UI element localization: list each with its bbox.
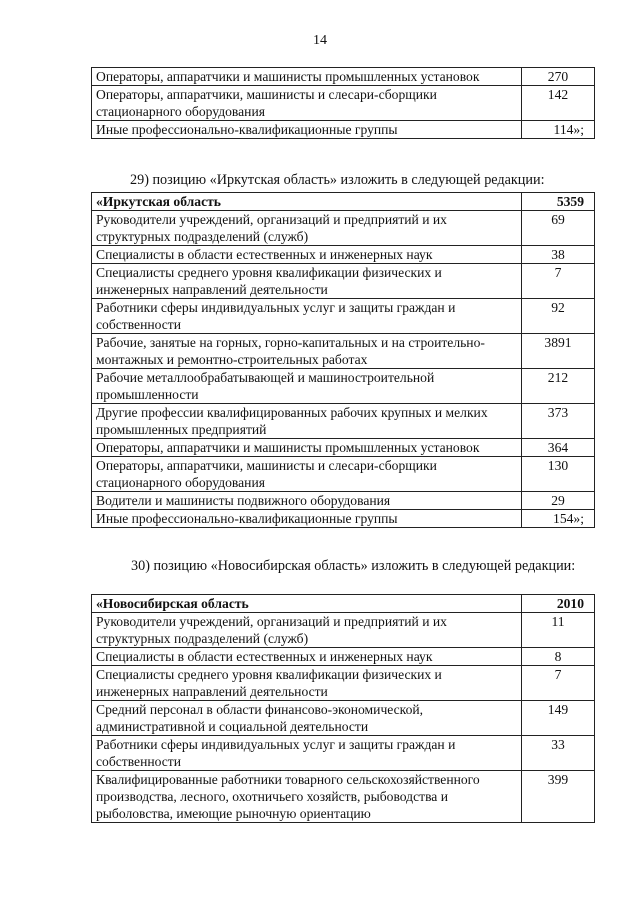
row-name: Специалисты среднего уровня квалификации физических и инженерных направлений деятельности <box>92 264 522 299</box>
row-value: 149 <box>522 701 595 736</box>
paragraph-30: 30) позицию «Новосибирская область» изложить в следующей редакции: <box>131 558 576 574</box>
row-value: 373 <box>522 404 595 439</box>
table-row <box>92 457 595 492</box>
region-name: «Иркутская область <box>92 193 522 211</box>
row-name: Водители и машинисты подвижного оборудования <box>92 492 522 510</box>
table-irkutsk-region <box>91 192 595 528</box>
table-row <box>92 121 595 139</box>
row-value: 114»; <box>522 121 595 139</box>
region-total: 2010 <box>522 595 595 613</box>
page-number: 14 <box>313 33 327 48</box>
table-novosibirsk-region <box>91 594 595 823</box>
row-value: 38 <box>522 246 595 264</box>
row-name: Средний персонал в области финансово-экономической, административной и социальной деятельности <box>92 701 522 736</box>
table-header-row <box>92 595 595 613</box>
table-row <box>92 648 595 666</box>
row-value: 270 <box>522 68 595 86</box>
table-row <box>92 264 595 299</box>
row-value: 142 <box>522 86 595 121</box>
row-value: 11 <box>522 613 595 648</box>
row-name: Операторы, аппаратчики и машинисты промышленных установок <box>92 439 522 457</box>
row-name: Другие профессии квалифицированных рабочих крупных и мелких промышленных предприятий <box>92 404 522 439</box>
row-value: 212 <box>522 369 595 404</box>
table-row <box>92 613 595 648</box>
row-value: 364 <box>522 439 595 457</box>
row-name: Операторы, аппаратчики, машинисты и слесари-сборщики стационарного оборудования <box>92 457 522 492</box>
row-name: Операторы, аппаратчики и машинисты промышленных установок <box>92 68 522 86</box>
region-name: «Новосибирская область <box>92 595 522 613</box>
row-name: Иные профессионально-квалификационные группы <box>92 121 522 139</box>
table-row <box>92 86 595 121</box>
row-value: 399 <box>522 771 595 823</box>
row-value: 3891 <box>522 334 595 369</box>
row-value: 154»; <box>522 510 595 528</box>
table-row <box>92 68 595 86</box>
row-name: Работники сферы индивидуальных услуг и защиты граждан и собственности <box>92 736 522 771</box>
table-row <box>92 211 595 246</box>
row-name: Работники сферы индивидуальных услуг и защиты граждан и собственности <box>92 299 522 334</box>
table-row <box>92 666 595 701</box>
row-name: Квалифицированные работники товарного сельскохозяйственного производства, лесного, охотничьего хозяйств, рыбоводства и рыболовства, имеющие рыночную ориентацию <box>92 771 522 823</box>
row-name: Специалисты в области естественных и инженерных наук <box>92 246 522 264</box>
region-total: 5359 <box>522 193 595 211</box>
row-name: Операторы, аппаратчики, машинисты и слесари-сборщики стационарного оборудования <box>92 86 522 121</box>
table-row <box>92 246 595 264</box>
row-name: Руководители учреждений, организаций и предприятий и их структурных подразделений (служб) <box>92 613 522 648</box>
table-header-row <box>92 193 595 211</box>
table-row <box>92 701 595 736</box>
row-value: 33 <box>522 736 595 771</box>
row-value: 69 <box>522 211 595 246</box>
row-name: Специалисты в области естественных и инженерных наук <box>92 648 522 666</box>
row-name: Иные профессионально-квалификационные группы <box>92 510 522 528</box>
table-row <box>92 439 595 457</box>
table-row <box>92 334 595 369</box>
row-name: Рабочие металлообрабатывающей и машиностроительной промышленности <box>92 369 522 404</box>
row-value: 92 <box>522 299 595 334</box>
table-row <box>92 404 595 439</box>
row-name: Руководители учреждений, организаций и предприятий и их структурных подразделений (служб) <box>92 211 522 246</box>
row-value: 8 <box>522 648 595 666</box>
table-row <box>92 771 595 823</box>
table-row <box>92 510 595 528</box>
row-name: Специалисты среднего уровня квалификации физических и инженерных направлений деятельности <box>92 666 522 701</box>
row-value: 7 <box>522 264 595 299</box>
table-profession-groups-continued <box>91 67 595 139</box>
row-value: 29 <box>522 492 595 510</box>
row-name: Рабочие, занятые на горных, горно-капитальных и на строительно-монтажных и ремонтно-строительных работах <box>92 334 522 369</box>
row-value: 7 <box>522 666 595 701</box>
table-row <box>92 736 595 771</box>
paragraph-29: 29) позицию «Иркутская область» изложить в следующей редакции: <box>130 172 545 188</box>
table-row <box>92 299 595 334</box>
table-row <box>92 492 595 510</box>
row-value: 130 <box>522 457 595 492</box>
table-row <box>92 369 595 404</box>
